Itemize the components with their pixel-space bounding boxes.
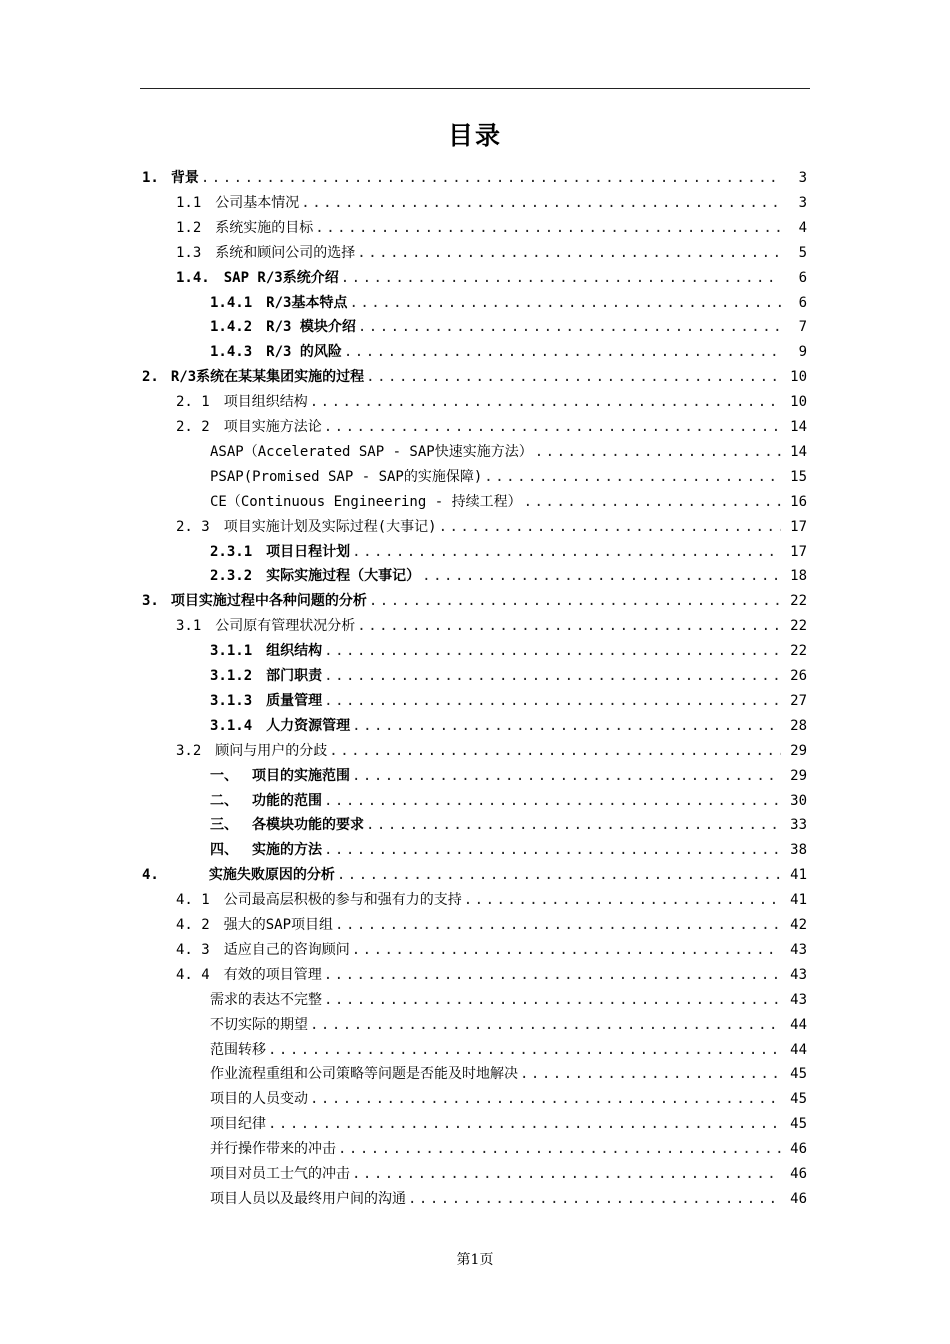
- toc-entry[interactable]: [210, 714, 807, 738]
- toc-entry-leader-dots: [338, 1137, 781, 1161]
- toc-entry-leader-dots: [344, 340, 781, 364]
- toc-entry-page-number: 46: [790, 1166, 807, 1182]
- toc-entry-page-number: 45: [790, 1066, 807, 1083]
- toc-entry-title: 项目的实施范围: [252, 767, 350, 784]
- toc-entry-page-number: 41: [790, 892, 807, 909]
- toc-entry-leader-dots: [310, 390, 781, 414]
- toc-entry-page-number: 15: [790, 468, 807, 485]
- toc-entry-number: 二、: [210, 792, 238, 809]
- toc-entry[interactable]: [176, 938, 807, 962]
- toc-entry-page-number: 46: [790, 1141, 807, 1158]
- toc-entry-title: 各模块功能的要求: [252, 817, 364, 834]
- toc-entry-page-number: 29: [790, 767, 807, 784]
- toc-entry[interactable]: [210, 315, 807, 339]
- toc-entry-page-number: 29: [790, 742, 807, 759]
- toc-entry[interactable]: [176, 266, 807, 290]
- toc-entry[interactable]: [210, 664, 807, 688]
- toc-entry-title: 项目实施过程中各种问题的分析: [170, 593, 367, 610]
- toc-entry[interactable]: [210, 1013, 807, 1037]
- toc-entry[interactable]: [176, 888, 807, 912]
- toc-entry-leader-dots: [352, 938, 781, 962]
- toc-entry-page-number: 45: [790, 1091, 807, 1108]
- toc-entry-leader-dots: [268, 1038, 781, 1062]
- toc-entry-leader-dots: [310, 1013, 781, 1037]
- toc-entry-number: 2.3.1: [210, 543, 253, 560]
- toc-entry-title: 项目实施计划及实际过程(大事记): [223, 518, 437, 535]
- toc-entry-page-number: 42: [790, 917, 807, 933]
- toc-entry-page-number: 14: [790, 419, 807, 435]
- toc-entry[interactable]: [142, 166, 807, 190]
- toc-entry-title: PSAP(Promised SAP - SAP的实施保障): [210, 468, 483, 485]
- toc-entry-title: 作业流程重组和公司策略等问题是否能及时地解决: [210, 1066, 518, 1083]
- toc-entry-title: 背景: [170, 170, 199, 186]
- toc-entry-leader-dots: [357, 241, 781, 265]
- toc-entry-leader-dots: [358, 315, 781, 339]
- toc-entry[interactable]: [176, 241, 807, 265]
- toc-entry-title: 公司最高层积极的参与和强有力的支持: [223, 892, 462, 909]
- toc-entry-title: 项目组织结构: [223, 394, 308, 411]
- toc-entry-number: 3.1: [176, 618, 202, 635]
- toc-entry-leader-dots: [337, 863, 781, 887]
- toc-entry[interactable]: [176, 614, 807, 638]
- toc-entry-leader-dots: [520, 1062, 781, 1086]
- toc-entry-leader-dots: [535, 440, 781, 464]
- toc-entry-title: 不切实际的期望: [210, 1016, 308, 1033]
- toc-entry-page-number: 30: [790, 792, 807, 809]
- toc-entry[interactable]: [210, 490, 807, 514]
- toc-entry-page-number: 33: [790, 817, 807, 834]
- toc-entry[interactable]: [176, 191, 807, 215]
- toc-entry-number: 2.3.2: [210, 568, 253, 585]
- toc-entry-title: 系统实施的目标: [215, 219, 314, 236]
- toc-entry-title: 系统和顾问公司的选择: [215, 244, 356, 261]
- toc-entry-page-number: 16: [790, 493, 807, 510]
- toc-entry-leader-dots: [464, 888, 781, 912]
- toc-entry[interactable]: [176, 390, 807, 414]
- toc-entry-title: 实施失败原因的分析: [208, 867, 335, 884]
- toc-entry[interactable]: [176, 216, 807, 240]
- toc-title: 目录: [447, 121, 502, 150]
- toc-entry-leader-dots: [315, 216, 781, 240]
- toc-entry-number: 4. 4: [176, 966, 210, 983]
- toc-entry-number: 1.: [142, 170, 159, 186]
- toc-entry-number: 一、: [210, 767, 238, 784]
- toc-entry[interactable]: [210, 639, 807, 663]
- toc-entry[interactable]: [210, 1162, 807, 1186]
- toc-entry-title: 适应自己的咨询顾问: [223, 941, 350, 958]
- toc-entry-leader-dots: [324, 838, 781, 862]
- toc-entry-leader-dots: [324, 789, 781, 813]
- toc-entry-page-number: 43: [790, 941, 807, 958]
- toc-entry[interactable]: [210, 988, 807, 1012]
- toc-entry-leader-dots: [422, 564, 781, 588]
- toc-entry-number: 2. 3: [176, 518, 210, 535]
- toc-entry-page-number: 22: [790, 643, 807, 660]
- toc-entry-number: 3.: [142, 593, 159, 610]
- toc-entry-leader-dots: [329, 739, 781, 763]
- toc-entry-leader-dots: [408, 1187, 781, 1211]
- toc-entry-title: R/3系统在某某集团实施的过程: [170, 369, 365, 386]
- toc-entry-number: 3.1.3: [210, 692, 253, 709]
- toc-entry-number: 4. 2: [176, 917, 210, 933]
- toc-entry-page-number: 4: [798, 219, 807, 236]
- toc-entry[interactable]: [210, 764, 807, 788]
- toc-entry-title: 项目实施方法论: [223, 419, 322, 435]
- toc-entry-leader-dots: [324, 415, 781, 439]
- toc-entry-leader-dots: [352, 1162, 781, 1186]
- toc-entry-leader-dots: [201, 166, 781, 190]
- toc-entry-page-number: 44: [790, 1041, 807, 1058]
- toc-entry-leader-dots: [310, 1087, 781, 1111]
- toc-entry-leader-dots: [324, 963, 781, 987]
- toc-entry-leader-dots: [357, 614, 781, 638]
- toc-entry-title: SAP R/3系统介绍: [223, 269, 339, 286]
- toc-entry-title: 项目人员以及最终用户间的沟通: [210, 1190, 406, 1207]
- toc-entry-number: 四、: [210, 842, 238, 859]
- toc-entry-title: 实施的方法: [252, 842, 322, 859]
- toc-entry-title: 需求的表达不完整: [210, 991, 322, 1008]
- toc-entry-title: 人力资源管理: [266, 717, 351, 734]
- toc-entry-page-number: 6: [798, 269, 807, 286]
- toc-entry-leader-dots: [366, 365, 781, 389]
- toc-entry-page-number: 17: [790, 543, 807, 560]
- toc-entry-title: CE（Continuous Engineering - 持续工程）: [210, 493, 522, 510]
- toc-entry-number: 4. 3: [176, 941, 210, 958]
- toc-entry[interactable]: [210, 465, 807, 489]
- toc-entry-number: 3.1.2: [210, 668, 253, 684]
- toc-entry[interactable]: [210, 540, 807, 564]
- toc-entry-number: 2.: [142, 369, 159, 386]
- toc-entry[interactable]: [210, 564, 807, 588]
- toc-entry-number: 1.4.2: [210, 319, 253, 336]
- toc-entry-page-number: 3: [798, 194, 807, 211]
- toc-entry-title: 组织结构: [266, 643, 323, 660]
- toc-entry[interactable]: [176, 415, 807, 439]
- toc-entry-page-number: 22: [790, 593, 807, 610]
- toc-entry-leader-dots: [335, 913, 781, 937]
- toc-entry-number: 4.: [142, 867, 159, 884]
- toc-entry-number: 3.1.4: [210, 717, 253, 734]
- toc-entry[interactable]: [210, 1038, 807, 1062]
- toc-entry[interactable]: [210, 1087, 807, 1111]
- toc-entry-title: ASAP（Accelerated SAP - SAP快速实施方法）: [210, 443, 533, 460]
- toc-entry-number: 4. 1: [176, 892, 210, 909]
- toc-entry[interactable]: [210, 813, 807, 837]
- toc-entry-leader-dots: [484, 465, 781, 489]
- toc-entry-title: R/3基本特点: [266, 294, 348, 311]
- toc-entry-title: 部门职责: [266, 668, 323, 684]
- toc-entry[interactable]: [210, 789, 807, 813]
- toc-entry[interactable]: [176, 963, 807, 987]
- toc-entry-number: 1.1: [176, 194, 202, 211]
- toc-entry-leader-dots: [301, 191, 781, 215]
- toc-entry[interactable]: [142, 863, 807, 887]
- toc-entry-leader-dots: [352, 714, 781, 738]
- toc-entry-number: 1.2: [176, 219, 202, 236]
- toc-entry[interactable]: [210, 340, 807, 364]
- toc-entry-number: 1.4.3: [210, 344, 253, 361]
- toc-entry-page-number: 44: [790, 1016, 807, 1033]
- toc-entry-leader-dots: [524, 490, 781, 514]
- toc-entry-leader-dots: [341, 266, 781, 290]
- toc-entry-page-number: 9: [798, 344, 807, 361]
- toc-entry[interactable]: [176, 515, 807, 539]
- toc-entry-page-number: 22: [790, 618, 807, 635]
- toc-entry[interactable]: [210, 291, 807, 315]
- toc-entry-page-number: 27: [790, 692, 807, 709]
- toc-entry[interactable]: [176, 739, 807, 763]
- toc-entry-title: 项目的人员变动: [210, 1091, 308, 1108]
- toc-entry-title: 项目纪律: [210, 1116, 266, 1133]
- toc-entry-leader-dots: [439, 515, 781, 539]
- toc-entry[interactable]: [142, 589, 807, 613]
- toc-entry-page-number: 43: [790, 991, 807, 1008]
- toc-entry-number: 2. 1: [176, 394, 210, 411]
- toc-entry-title: 项目日程计划: [266, 543, 351, 560]
- header-rule: [140, 88, 810, 89]
- toc-entry-leader-dots: [324, 988, 781, 1012]
- toc-entry-title: R/3 模块介绍: [266, 319, 356, 336]
- toc-entry[interactable]: [210, 440, 807, 464]
- toc-entry[interactable]: [176, 913, 807, 937]
- toc-entry-page-number: 6: [798, 294, 807, 311]
- toc-entry-title: 顾问与用户的分歧: [215, 742, 328, 759]
- toc-entry-page-number: 3: [798, 170, 807, 186]
- toc-entry-title: 范围转移: [210, 1041, 266, 1058]
- toc-entry-page-number: 28: [790, 717, 807, 734]
- toc-entry-title: 质量管理: [266, 692, 323, 709]
- toc-entry-number: 3.2: [176, 742, 202, 759]
- toc-entry-page-number: 18: [790, 568, 807, 585]
- toc-entry[interactable]: [210, 1137, 807, 1161]
- toc-entry-page-number: 7: [798, 319, 807, 336]
- toc-entry-leader-dots: [352, 764, 781, 788]
- toc-entry-leader-dots: [324, 689, 781, 713]
- toc-entry-page-number: 17: [790, 518, 807, 535]
- toc-entry[interactable]: [210, 838, 807, 862]
- toc-entry-leader-dots: [324, 639, 781, 663]
- toc-entry-page-number: 10: [790, 369, 807, 386]
- toc-entry-leader-dots: [268, 1112, 781, 1136]
- toc-entry[interactable]: [210, 1112, 807, 1136]
- toc-entry-number: 3.1.1: [210, 643, 253, 660]
- toc-entry-title: 并行操作带来的冲击: [210, 1141, 336, 1158]
- toc-entry-page-number: 45: [790, 1116, 807, 1133]
- toc-entry[interactable]: [210, 689, 807, 713]
- page-footer: 第1页: [456, 1252, 494, 1268]
- toc-entry-number: 三、: [210, 817, 238, 834]
- toc-entry-page-number: 26: [790, 668, 807, 684]
- toc-entry-title: R/3 的风险: [266, 344, 342, 361]
- toc-entry-number: 1.4.1: [210, 294, 253, 311]
- toc-entry-leader-dots: [352, 540, 781, 564]
- toc-entry-number: 1.4.: [176, 269, 210, 286]
- toc-entry-title: 功能的范围: [252, 792, 322, 809]
- toc-entry-title: 强大的SAP项目组: [223, 917, 334, 933]
- toc-entry-page-number: 43: [790, 966, 807, 983]
- toc-entry-leader-dots: [349, 291, 781, 315]
- toc-entry-page-number: 10: [790, 394, 807, 411]
- toc-entry-number: 2. 2: [176, 419, 210, 435]
- toc-entry-page-number: 14: [790, 443, 807, 460]
- toc-entry-page-number: 5: [798, 244, 807, 261]
- toc-entry-page-number: 46: [790, 1190, 807, 1207]
- toc-entry-leader-dots: [324, 664, 781, 688]
- toc-entry-title: 有效的项目管理: [223, 966, 322, 983]
- toc-entry-leader-dots: [369, 589, 781, 613]
- toc-entry-title: 公司基本情况: [215, 194, 300, 211]
- toc-entry-page-number: 41: [790, 867, 807, 884]
- toc-entry-title: 实际实施过程（大事记）: [266, 568, 421, 585]
- toc-entry[interactable]: [210, 1062, 807, 1086]
- toc-entry-page-number: 38: [790, 842, 807, 859]
- toc-entry-title: 公司原有管理状况分析: [215, 618, 356, 635]
- toc-entry[interactable]: [142, 365, 807, 389]
- toc-entry[interactable]: [210, 1187, 807, 1211]
- toc-entry-number: 1.3: [176, 244, 202, 261]
- toc-entry-leader-dots: [366, 813, 781, 837]
- toc-entry-title: 项目对员工士气的冲击: [210, 1166, 350, 1182]
